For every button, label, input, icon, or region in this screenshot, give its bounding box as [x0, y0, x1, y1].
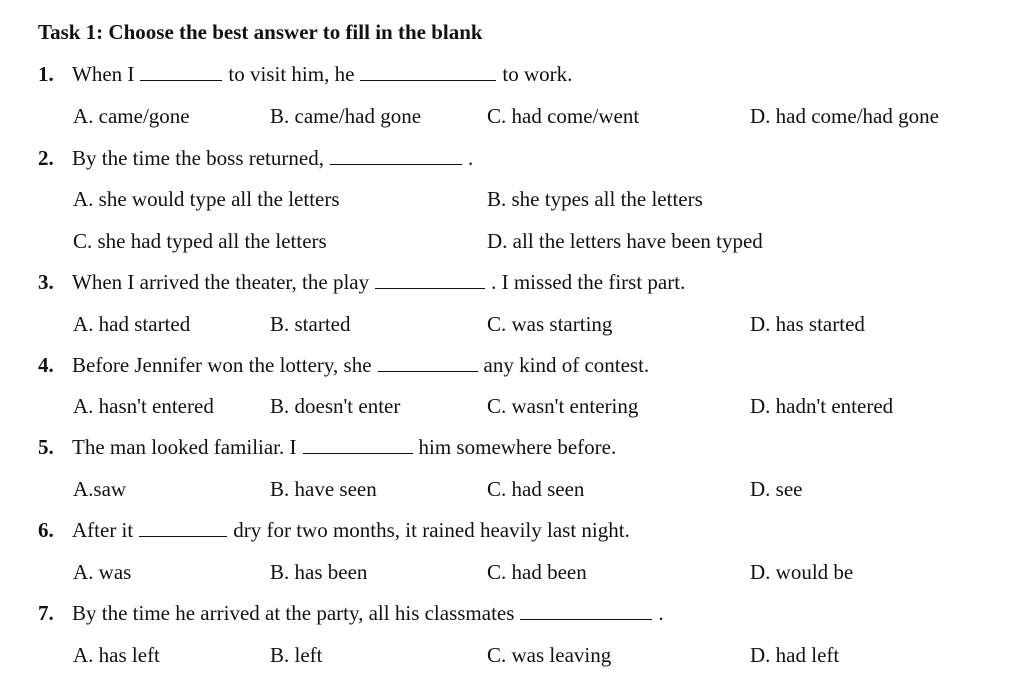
answer-blank[interactable]: [303, 439, 413, 454]
question-text: any kind of contest.: [483, 353, 650, 377]
question-text: to work.: [502, 62, 573, 86]
question-text: Before Jennifer won the lottery, she: [72, 353, 372, 377]
option-d[interactable]: D. see: [750, 477, 803, 501]
option-b[interactable]: B. left: [270, 643, 323, 667]
option-c[interactable]: C. had been: [487, 560, 587, 584]
task-title: Task 1: Choose the best answer to fill in the blank: [38, 20, 483, 44]
question-text: dry for two months, it rained heavily last night.: [233, 518, 630, 542]
option-a[interactable]: A. was: [73, 560, 132, 584]
question-6: [38, 518, 630, 543]
option-a[interactable]: A. had started: [73, 312, 191, 336]
question-text: When I arrived the theater, the play: [72, 270, 370, 294]
question-number: 5.: [38, 435, 54, 459]
option-b[interactable]: B. has been: [270, 560, 368, 584]
option-a[interactable]: A. has left: [73, 643, 160, 667]
option-c[interactable]: C. had come/went: [487, 104, 640, 128]
question-text: The man looked familiar. I: [72, 435, 297, 459]
option-b[interactable]: B. doesn't enter: [270, 394, 401, 418]
answer-blank[interactable]: [140, 66, 222, 81]
question-text: By the time he arrived at the party, all his classmates: [72, 601, 515, 625]
question-text: By the time the boss returned,: [72, 146, 324, 170]
question-text: . I missed the first part.: [491, 270, 686, 294]
question-text: .: [658, 601, 664, 625]
question-number: 6.: [38, 518, 54, 542]
option-c[interactable]: C. had seen: [487, 477, 585, 501]
question-text: to visit him, he: [228, 62, 355, 86]
option-d[interactable]: D. all the letters have been typed: [487, 229, 763, 253]
question-number: 4.: [38, 353, 54, 377]
option-c[interactable]: C. wasn't entering: [487, 394, 639, 418]
question-2: [38, 146, 473, 171]
option-b[interactable]: B. have seen: [270, 477, 377, 501]
option-b[interactable]: B. started: [270, 312, 351, 336]
question-number: 7.: [38, 601, 54, 625]
question-text: When I: [72, 62, 135, 86]
option-c[interactable]: C. was starting: [487, 312, 613, 336]
answer-blank[interactable]: [375, 274, 485, 289]
answer-blank[interactable]: [330, 150, 462, 165]
option-d[interactable]: D. hadn't entered: [750, 394, 894, 418]
question-number: 1.: [38, 62, 54, 86]
question-text: After it: [72, 518, 134, 542]
question-text: him somewhere before.: [418, 435, 617, 459]
question-7: [38, 601, 664, 626]
answer-blank[interactable]: [139, 522, 227, 537]
option-a[interactable]: A. she would type all the letters: [73, 187, 340, 211]
question-number: 2.: [38, 146, 54, 170]
option-d[interactable]: D. had come/had gone: [750, 104, 939, 128]
question-4: [38, 353, 649, 378]
option-d[interactable]: D. would be: [750, 560, 854, 584]
answer-blank[interactable]: [378, 357, 478, 372]
option-a[interactable]: A. came/gone: [73, 104, 190, 128]
option-a[interactable]: A.saw: [73, 477, 127, 501]
option-d[interactable]: D. had left: [750, 643, 840, 667]
question-1: [38, 62, 572, 87]
question-text: .: [467, 146, 474, 170]
answer-blank[interactable]: [360, 66, 496, 81]
question-5: [38, 435, 616, 460]
option-a[interactable]: A. hasn't entered: [73, 394, 214, 418]
answer-blank[interactable]: [520, 605, 652, 620]
option-c[interactable]: C. was leaving: [487, 643, 612, 667]
question-number: 3.: [38, 270, 54, 294]
option-d[interactable]: D. has started: [750, 312, 865, 336]
question-3: [38, 270, 685, 295]
option-c[interactable]: C. she had typed all the letters: [73, 229, 327, 253]
option-b[interactable]: B. came/had gone: [270, 104, 422, 128]
option-b[interactable]: B. she types all the letters: [487, 187, 703, 211]
